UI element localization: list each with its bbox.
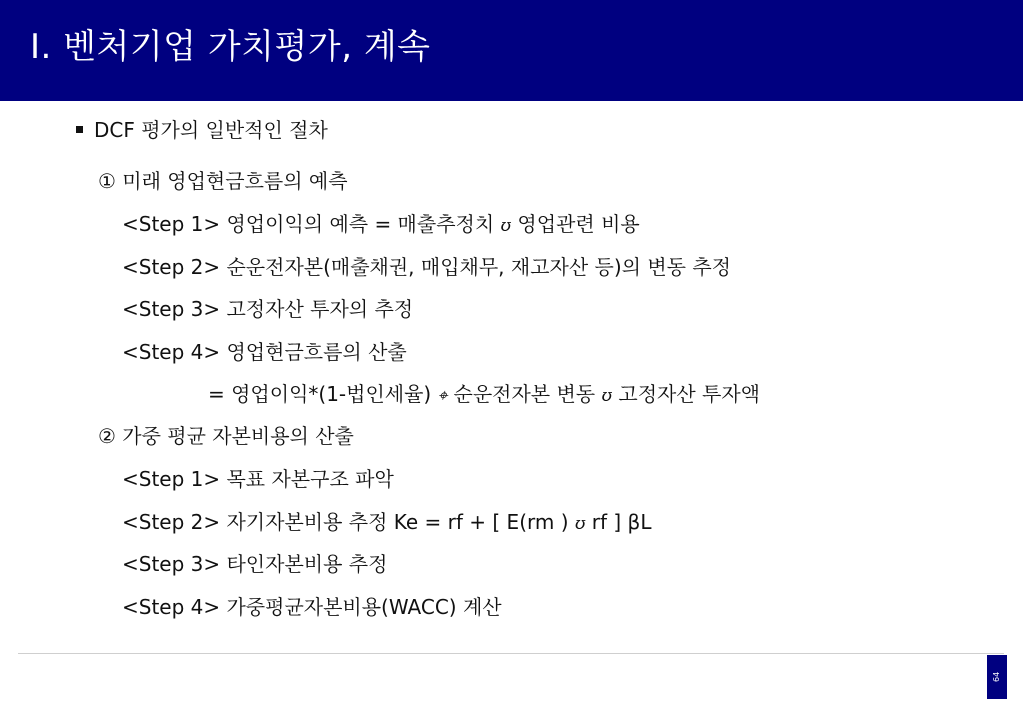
section-2-step-2: [122, 509, 651, 537]
section-1-step-1: [122, 211, 640, 239]
page-number-badge: 64: [987, 655, 1007, 699]
footer-divider: [18, 653, 1004, 654]
section-2-heading: ② 가중 평균 자본비용의 산출: [98, 424, 354, 448]
page-title: Ⅰ. 벤처기업 가치평가, 계속: [30, 27, 431, 67]
minus-symbol-icon: ʊ: [601, 386, 613, 406]
plus-symbol-icon: ⌖: [437, 386, 448, 406]
section-1-heading: ① 미래 영업현금흐름의 예측: [98, 169, 348, 193]
section-1-step-3: <Step 3> 고정자산 투자의 추정: [122, 297, 414, 321]
section-2-step-2-text: <Step 2> 자기자본비용 추정 Ke = rf + [ E(rm ): [122, 510, 575, 534]
section-1-step-1-suffix: 영업관련 비용: [511, 212, 640, 236]
section-1-step-4: <Step 4> 영업현금흐름의 산출: [122, 340, 407, 364]
section-2-step-1: <Step 1> 목표 자본구조 파악: [122, 467, 394, 491]
formula-middle: 순운전자본 변동: [447, 382, 602, 406]
minus-symbol-icon: ʊ: [500, 216, 512, 236]
bullet-text: DCF 평가의 일반적인 절차: [94, 118, 328, 142]
section-2-step-4: <Step 4> 가중평균자본비용(WACC) 계산: [122, 595, 502, 619]
section-1-step-1-text: <Step 1> 영업이익의 예측 = 매출추정치: [122, 212, 501, 236]
cash-flow-formula: [208, 381, 760, 409]
minus-symbol-icon: ʊ: [574, 514, 586, 534]
square-bullet-icon: [76, 126, 83, 133]
formula-suffix: 고정자산 투자액: [612, 382, 760, 406]
section-2-step-3: <Step 3> 타인자본비용 추정: [122, 552, 388, 576]
section-2-step-2-suffix: rf ] βL: [585, 510, 652, 534]
formula-prefix: = 영업이익*(1-법인세율): [208, 382, 438, 406]
section-1-step-2: <Step 2> 순운전자본(매출채권, 매입채무, 재고자산 등)의 변동 추정: [122, 255, 731, 279]
